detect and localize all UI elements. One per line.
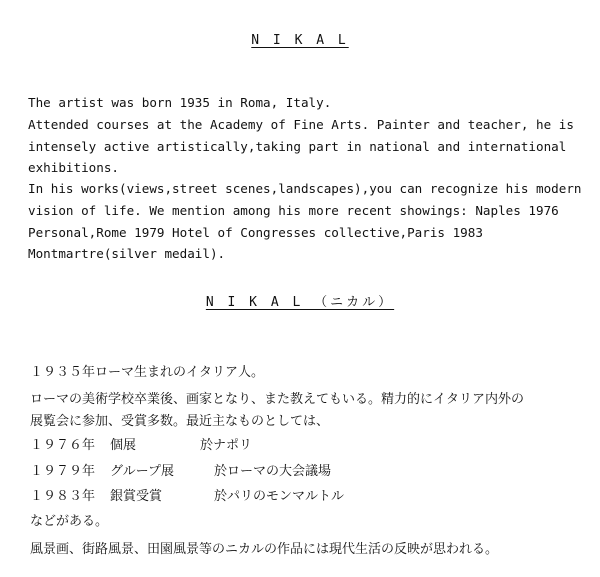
show-year: １９７６年 xyxy=(30,438,96,453)
english-line-6: vision of life. We mention among his more recent showings: Naples 1976 xyxy=(28,203,559,218)
japanese-line-after: などがある。 xyxy=(30,514,109,529)
show-row-1983 xyxy=(30,489,345,507)
show-event: 個展 xyxy=(110,438,137,453)
show-row-1979 xyxy=(30,464,332,482)
english-line-4: exhibitions. xyxy=(28,160,119,175)
show-place: 於ローマの大会議場 xyxy=(214,464,332,479)
english-line-1: The artist was born 1935 in Roma, Italy. xyxy=(28,95,332,110)
japanese-title-text: N I K A L （ニカル） xyxy=(205,295,395,310)
show-year: １９８３年 xyxy=(30,489,96,504)
show-place: 於ナポリ xyxy=(200,438,253,453)
show-event: 銀賞受賞 xyxy=(110,489,163,504)
japanese-line-2: ローマの美術学校卒業後、画家となり、また教えてもいる。精力的にイタリア内外の xyxy=(30,392,525,407)
japanese-line-3: 展覧会に参加、受賞多数。最近主なものとしては、 xyxy=(30,414,330,429)
show-year: １９７９年 xyxy=(30,464,96,479)
show-place: 於パリのモンマルトル xyxy=(214,489,345,504)
english-line-7: Personal,Rome 1979 Hotel of Congresses collective,Paris 1983 xyxy=(28,225,483,240)
english-title xyxy=(0,33,600,48)
english-title-text: N I K A L xyxy=(251,33,349,48)
japanese-title xyxy=(0,291,600,310)
english-line-8: Montmartre(silver medail). xyxy=(28,246,226,261)
show-row-1976 xyxy=(30,438,253,456)
english-line-3: intensely active artistically,taking part in national and international xyxy=(28,139,567,154)
english-line-5: In his works(views,street scenes,landscapes),you can recognize his modern xyxy=(28,181,582,196)
japanese-closing: 風景画、街路風景、田園風景等のニカルの作品には現代生活の反映が思われる。 xyxy=(30,542,499,557)
english-line-2: Attended courses at the Academy of Fine Arts. Painter and teacher, he is xyxy=(28,117,574,132)
japanese-intro: １９３５年ローマ生まれのイタリア人。 xyxy=(30,365,265,380)
show-event: グループ展 xyxy=(110,464,174,479)
